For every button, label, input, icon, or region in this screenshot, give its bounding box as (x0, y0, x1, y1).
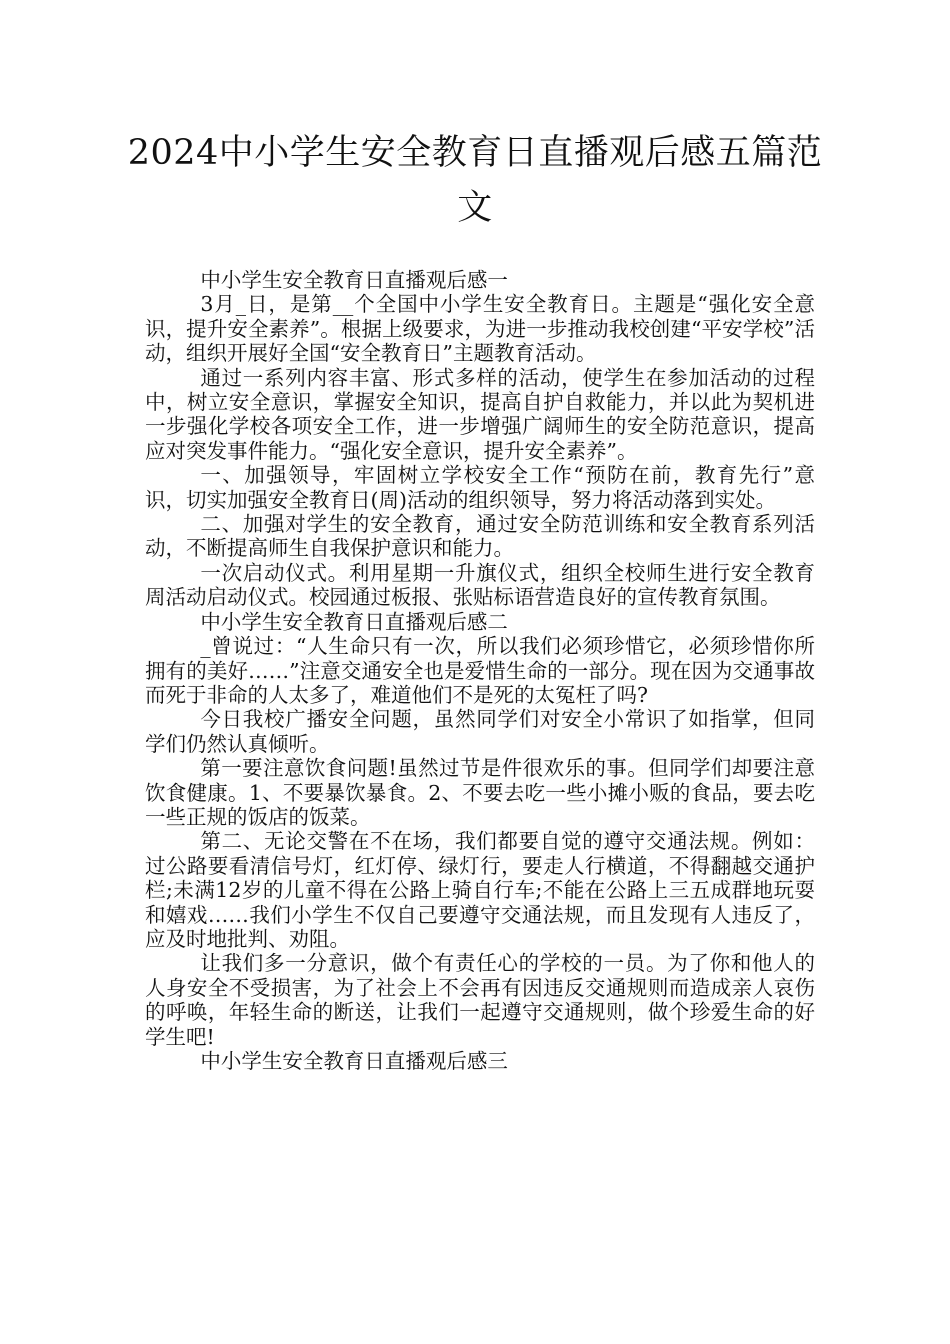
paragraph: 让我们多一分意识，做个有责任心的学校的一员。为了你和他人的人身安全不受损害，为了社会上不会再有因违反交通规则而造成亲人哀伤的呼唤，年轻生命的断送，让我们一起遵守交通规则，做个珍爱生命的好学生吧! (145, 951, 815, 1049)
paragraph: 一次启动仪式。利用星期一升旗仪式，组织全校师生进行安全教育周活动启动仪式。校园通过板报、张贴标语营造良好的宣传教育氛围。 (145, 560, 815, 610)
paragraph: 一、加强领导，牢固树立学校安全工作“预防在前，教育先行”意识，切实加强安全教育日(周)活动的组织领导，努力将活动落到实处。 (145, 463, 815, 512)
paragraph: 二、加强对学生的安全教育，通过安全防范训练和安全教育系列活动，不断提高师生自我保护意识和能力。 (145, 512, 815, 561)
document-body (145, 268, 815, 1073)
paragraph: 第一要注意饮食问题!虽然过节是件很欢乐的事。但同学们却要注意饮食健康。1、不要暴饮暴食。2、不要去吃一些小摊小贩的食品，要去吃一些正规的饭店的饭菜。 (145, 756, 815, 829)
paragraph: 第二、无论交警在不在场，我们都要自觉的遵守交通法规。例如：过公路要看清信号灯，红灯停、绿灯行，要走人行横道，不得翻越交通护栏;未满12岁的儿童不得在公路上骑自行车;不能在公路上三五成群地玩耍和嬉戏……我们小学生不仅自己要遵守交通法规，而且发现有人违反了，应及时地批判、劝阻。 (145, 829, 815, 951)
section-heading: 中小学生安全教育日直播观后感二 (200, 609, 508, 634)
paragraph: 今日我校广播安全问题，虽然同学们对安全小常识了如指掌，但同学们仍然认真倾听。 (145, 707, 815, 756)
document-title: 2024中小学生安全教育日直播观后感五篇范文 (127, 133, 823, 228)
paragraph: _曾说过：“人生命只有一次，所以我们必须珍惜它，必须珍惜你所拥有的美好……”注意交通安全也是爱惜生命的一部分。现在因为交通事故而死于非命的人太多了，难道他们不是死的太冤枉了吗? (145, 634, 815, 707)
section-heading: 中小学生安全教育日直播观后感一 (200, 268, 508, 292)
paragraph: 3月_日，是第__个全国中小学生安全教育日。主题是“强化安全意识，提升安全素养”。根据上级要求，为进一步推动我校创建“平安学校”活动，组织开展好全国“安全教育日”主题教育活动。 (145, 292, 815, 366)
section-heading: 中小学生安全教育日直播观后感三 (200, 1049, 508, 1073)
paragraph: 通过一系列内容丰富、形式多样的活动，使学生在参加活动的过程中，树立安全意识，掌握安全知识，提高自护自救能力，并以此为契机进一步强化学校各项安全工作，进一步增强广阔师生的安全防范意识，提高应对突发事件能力。“强化安全意识，提升安全素养”。 (145, 365, 815, 463)
